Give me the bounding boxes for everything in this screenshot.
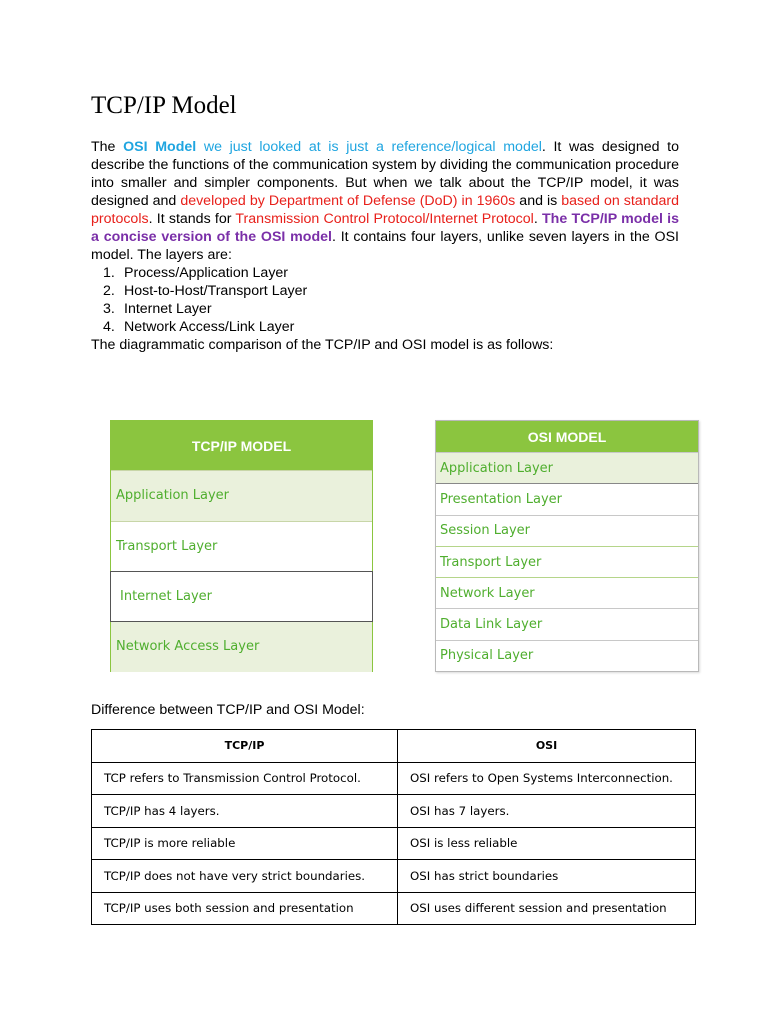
intro-paragraph xyxy=(91,138,679,264)
table-cell: TCP/IP uses both session and presentation xyxy=(92,892,398,925)
osi-layer-data-link: Data Link Layer xyxy=(436,608,698,639)
column-header-tcpip: TCP/IP xyxy=(92,730,398,763)
intro-text: and is xyxy=(515,193,562,209)
osi-layer-network: Network Layer xyxy=(436,577,698,608)
column-header-osi: OSI xyxy=(398,730,696,763)
table-row xyxy=(92,795,696,828)
table-cell: OSI is less reliable xyxy=(398,827,696,860)
osi-layer-transport: Transport Layer xyxy=(436,546,698,577)
osi-layer-physical: Physical Layer xyxy=(436,640,698,671)
tcp-layer-application: Application Layer xyxy=(111,470,372,521)
tcp-ip-diagram xyxy=(110,420,373,672)
tcp-layer-transport: Transport Layer xyxy=(111,521,372,572)
table-cell: OSI refers to Open Systems Interconnection. xyxy=(398,762,696,795)
osi-layer-presentation: Presentation Layer xyxy=(436,483,698,514)
intro-text: . It was designed to describe the functions of the communication system by dividing the communication procedure into smaller and simpler components. But when we talk about the TCP/IP model, it was designed and xyxy=(91,139,679,209)
tcp-layer-internet: Internet Layer xyxy=(110,571,373,622)
difference-heading: Difference between TCP/IP and OSI Model: xyxy=(91,702,365,718)
intro-text: . It stands for xyxy=(148,211,236,227)
comparison-table xyxy=(91,729,696,925)
page-title: TCP/IP Model xyxy=(91,92,237,119)
layer-list xyxy=(91,264,307,336)
table-cell: TCP/IP is more reliable xyxy=(92,827,398,860)
table-row xyxy=(92,892,696,925)
tcp-layer-network-access: Network Access Layer xyxy=(111,622,372,673)
list-item: 1. Process/Application Layer xyxy=(103,265,289,281)
table-row xyxy=(92,860,696,893)
protocols-highlight: based on standard protocols xyxy=(91,193,679,227)
table-cell: TCP/IP does not have very strict boundaries. xyxy=(92,860,398,893)
osi-layer-application: Application Layer xyxy=(436,452,698,483)
osi-diagram-header: OSI MODEL xyxy=(436,421,698,452)
intro-text: The xyxy=(91,139,124,155)
table-header-row xyxy=(92,730,696,763)
osi-diagram xyxy=(435,420,699,672)
comparison-intro: The diagrammatic comparison of the TCP/IP and OSI model is as follows: xyxy=(91,337,554,353)
list-item: 4. Network Access/Link Layer xyxy=(103,319,295,335)
full-name-highlight: Transmission Control Protocol/Internet Protocol xyxy=(235,211,534,227)
table-cell: TCP/IP has 4 layers. xyxy=(92,795,398,828)
intro-text: . xyxy=(533,211,542,227)
list-item: 2. Host-to-Host/Transport Layer xyxy=(103,283,308,299)
tcp-diagram-header: TCP/IP MODEL xyxy=(111,421,372,470)
table-cell: OSI uses different session and presentation xyxy=(398,892,696,925)
table-cell: OSI has 7 layers. xyxy=(398,795,696,828)
intro-text: . It contains four layers, unlike seven layers in the OSI model. The layers are: xyxy=(91,229,679,263)
list-item: 3. Internet Layer xyxy=(103,301,212,317)
dod-highlight: developed by Department of Defense (DoD) in 1960s xyxy=(180,193,516,209)
table-row xyxy=(92,827,696,860)
osi-layer-session: Session Layer xyxy=(436,515,698,546)
osi-model-highlight: OSI Model xyxy=(123,139,197,155)
table-row xyxy=(92,762,696,795)
table-cell: OSI has strict boundaries xyxy=(398,860,696,893)
table-cell: TCP refers to Transmission Control Protocol. xyxy=(92,762,398,795)
reference-highlight: we just looked at is just a reference/logical model xyxy=(196,139,542,155)
concise-highlight: The TCP/IP model is a concise version of the OSI model xyxy=(91,211,679,245)
